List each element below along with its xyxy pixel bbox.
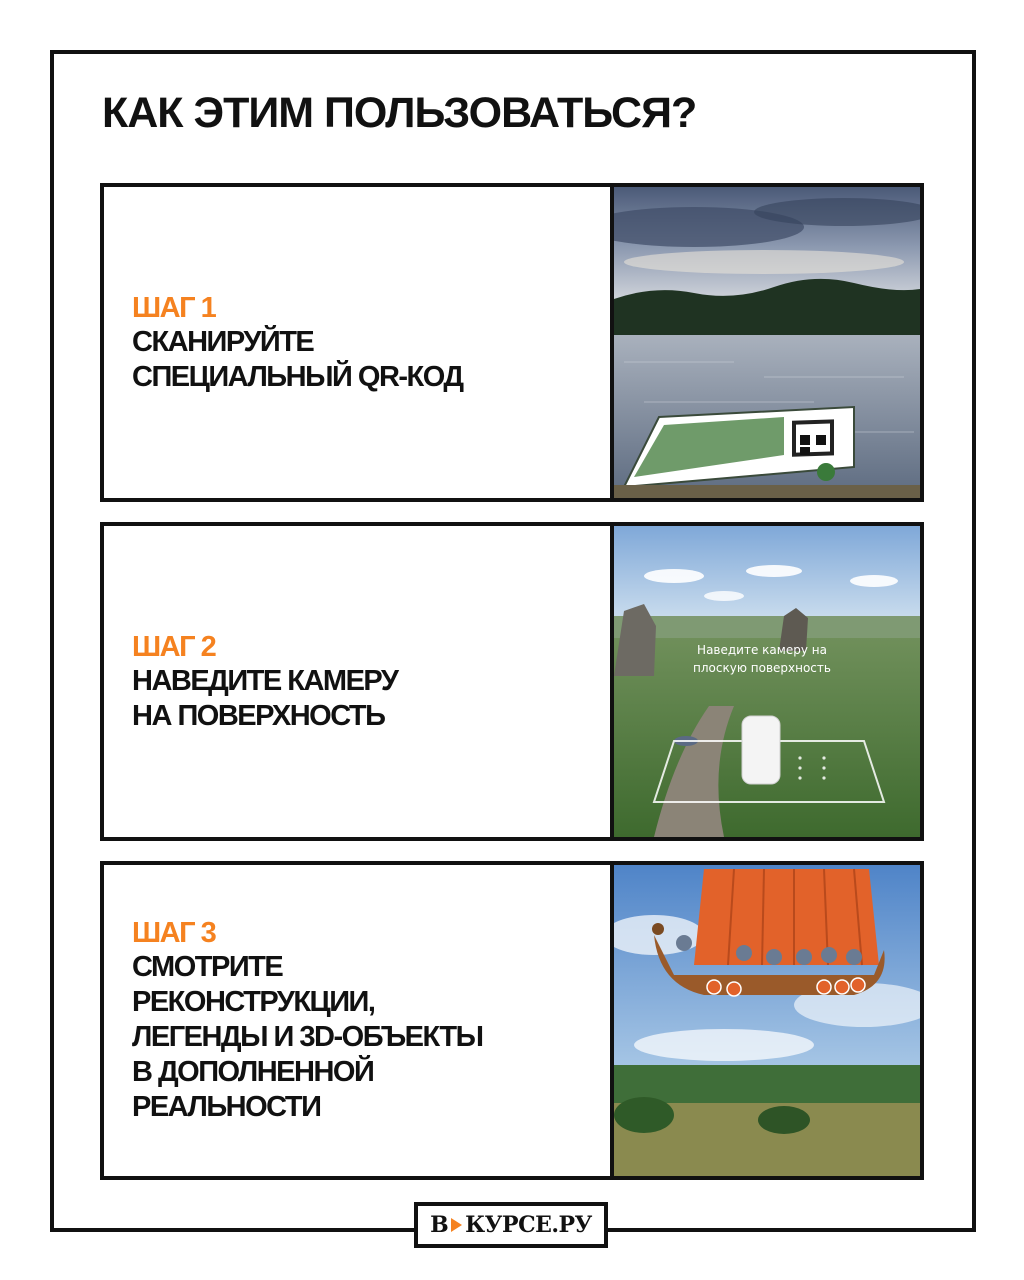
step-1-text [132,187,602,498]
play-arrow-icon [451,1218,462,1232]
step-1-label: ШАГ 1 [132,291,216,324]
step-2-card [100,522,924,841]
logo-text: КУРСЕ.РУ [465,1212,592,1238]
step-2-label: ШАГ 2 [132,630,216,663]
step-3-description: СМОТРИТЕ РЕКОНСТРУКЦИИ, ЛЕГЕНДЫ И 3D-ОБЪЕКТЫ В ДОПОЛНЕННОЙ РЕАЛЬНОСТИ [132,951,483,1123]
vkurse-logo [414,1202,608,1248]
step-2-overlay-text-line-1: Наведите камеру на [697,643,827,657]
step-3-card [100,861,924,1180]
step-3-label: ШАГ 3 [132,917,216,949]
step-3-text [132,865,602,1176]
step-2-text [132,526,602,837]
step-1-description: СКАНИРУЙТЕ СПЕЦИАЛЬНЫЙ QR-КОД [132,325,463,393]
step-1-card [100,183,924,502]
logo-letter: В [430,1212,449,1238]
step-3-photo [610,865,920,1176]
page-title: КАК ЭТИМ ПОЛЬЗОВАТЬСЯ? [102,89,697,137]
step-2-overlay-text-line-2: плоскую поверхность [693,661,831,675]
step-1-photo [610,187,920,498]
step-2-description: НАВЕДИТЕ КАМЕРУ НА ПОВЕРХНОСТЬ [132,664,398,732]
step-2-photo [610,526,920,837]
